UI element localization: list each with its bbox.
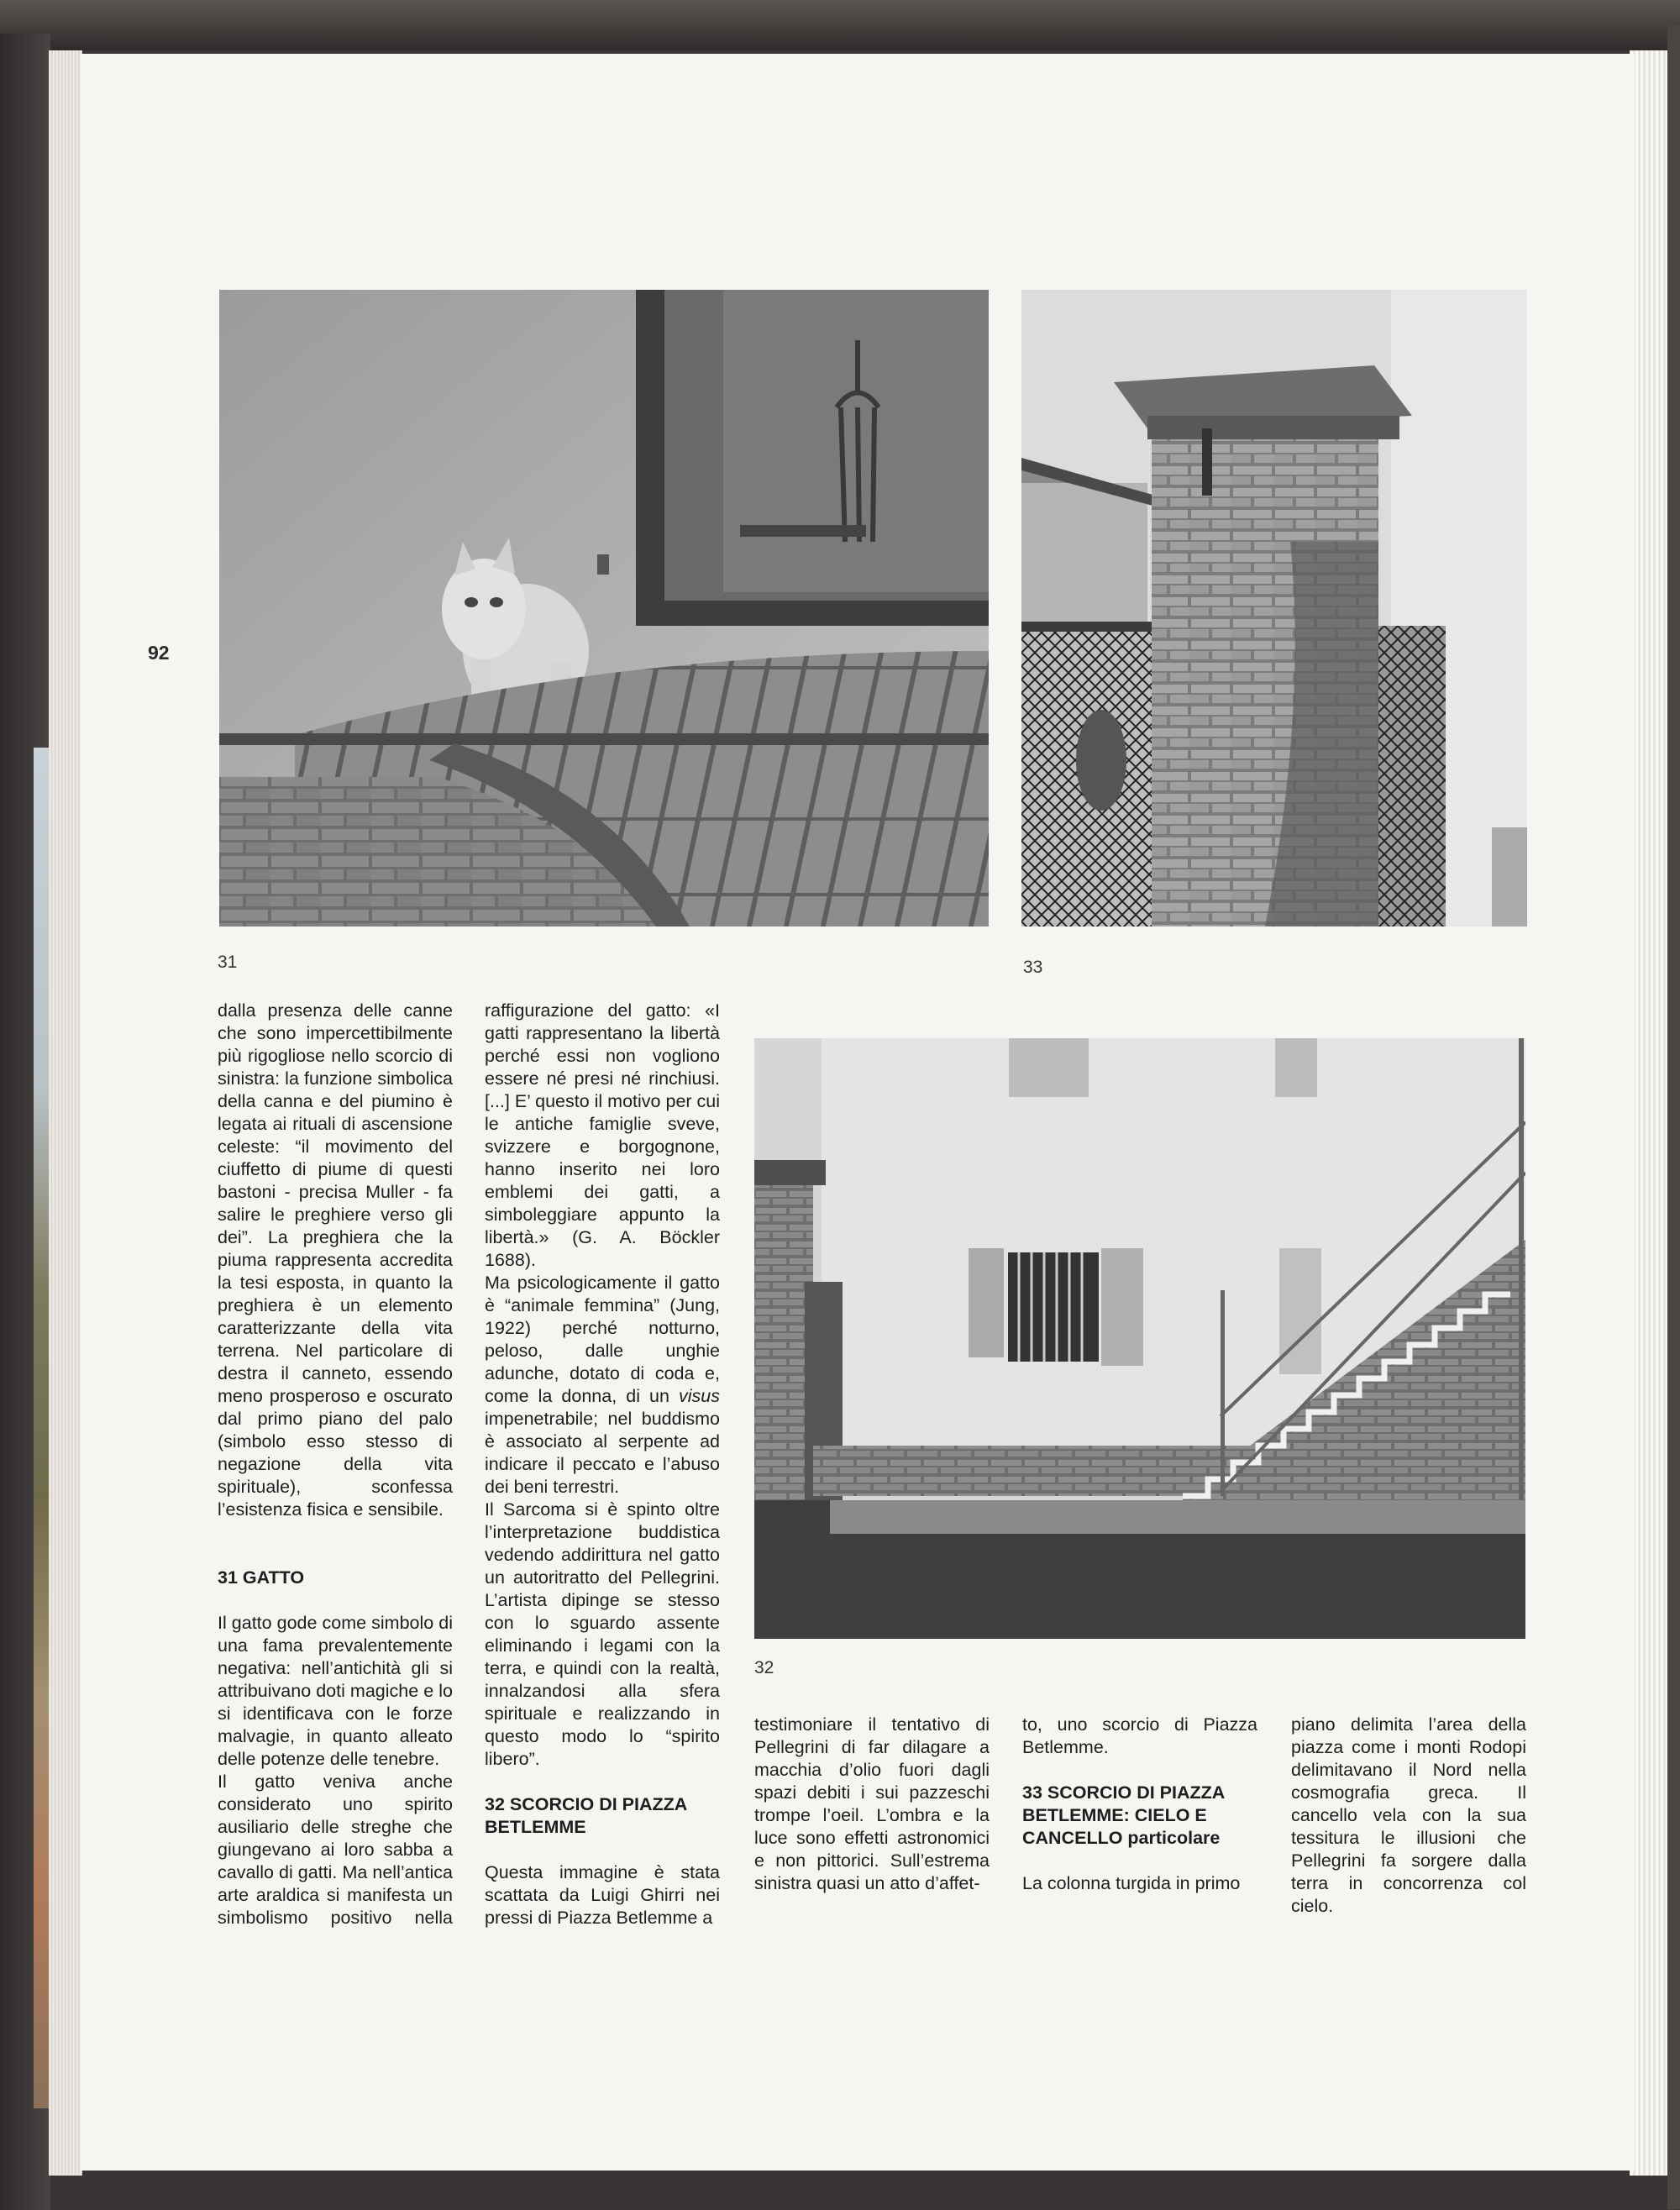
text-column-1 xyxy=(218,1000,453,1929)
figure-32-photo xyxy=(754,1038,1525,1639)
column-5-paragraph: piano delimita l’area della piazza come i monti Rodopi delimitavano il Nord nella cosmografia greca. Il cancello vela con la sua tessitura le illusioni che Pellegrini fa sorgere dalla terra in concorrenza col cielo. xyxy=(1291,1714,1526,1916)
column-2-paragraph: Il Sarcoma si è spinto oltre l’interpretazione buddistica vedendo addirittura nel gatto un autoritratto del Pellegrini. L’artista dipinge se stesso con lo sguardo assente eliminando i legami con la terra, e quindi con la realtà, innalzandosi alla sfera spirituale e realizzando in questo modo lo “spirito libero”. xyxy=(485,1499,720,1769)
page-stack-left xyxy=(49,50,82,2176)
column-1-paragraph: Il gatto gode come simbolo di una fama prevalentemente negativa: nell’antichità gli si attribuivano doti magiche e lo si identificava con le forze malvagie, in quanto alleato delle potenze delle tenebre. xyxy=(218,1613,453,1769)
column-2-text: Ma psicologicamente il gatto è “animale femmina” (Jung, 1922) perché notturno, peloso, dalle unghie adunche, dotato di coda e, come la donna, di un xyxy=(485,1273,720,1406)
book-cover-right xyxy=(1667,25,1680,2209)
section-heading-32: 32 SCORCIO DI PIAZZA BETLEMME xyxy=(485,1794,687,1837)
column-2-paragraph xyxy=(485,1272,720,1499)
page-number: 92 xyxy=(148,642,170,664)
cat-photo-illustration xyxy=(219,290,989,927)
column-3-paragraph: testimoniare il tentativo di Pellegrini di far dilagare a macchia d’olio fuori dagli spazi debiti i sui pazzeschi trompe l’oeil. L’ombra e la luce sono effetti astronomici e non pittorici. Sull’estrema sinistra quasi un atto d’affet- xyxy=(754,1714,990,1893)
column-2-paragraph: raffigurazione del gatto: «I gatti rappresentano la libertà perché essi non vogliono essere né presi né rinchiusi. [...] E’ questo il motivo per cui le antiche famiglie sveve, svizzere e borgognone, hanno inserito nei loro emblemi dei gatti, a simboleggiare appunto la libertà.» (G. A. Böckler 1688). xyxy=(485,1000,721,1270)
column-2-text: impenetrabile; nel buddismo è associato al serpente ad indicare il peccato e l’abuso dei beni terrestri. xyxy=(485,1409,720,1497)
figure-31-photo xyxy=(219,290,989,927)
figure-31-number: 31 xyxy=(218,953,238,972)
courtyard-photo-illustration xyxy=(754,1038,1525,1639)
figure-32-number: 32 xyxy=(754,1658,774,1677)
book-cover-top xyxy=(0,0,1680,50)
section-heading-33: 33 SCORCIO DI PIAZZA BETLEMME: CIELO E CANCELLO particolare xyxy=(1022,1782,1225,1848)
text-column-5 xyxy=(1291,1714,1526,1918)
column-2-paragraph: Questa immagine è stata scattata da Luigi Ghirri nei pressi di Piazza Betlemme a xyxy=(485,1862,720,1928)
text-column-4 xyxy=(1022,1714,1257,1895)
column-1-paragraph: Il gatto veniva anche considerato uno spirito ausiliario delle streghe che giungevano ai loro sabba a cavallo di gatti. Ma nell’antica arte araldica si manifesta un simbolismo positivo nella xyxy=(218,1772,453,1928)
column-4-paragraph: to, uno scorcio di Piazza Betlemme. xyxy=(1022,1714,1257,1757)
section-heading-31: 31 GATTO xyxy=(218,1567,305,1588)
figure-33-number: 33 xyxy=(1023,958,1043,977)
column-1-paragraph: dalla presenza delle canne che sono impercettibilmente più rigogliose nello scorcio di sinistra: la funzione simbolica della canna e del piumino è legata ai rituali di ascensione celeste: “il movimento del ciuffetto di piume di questi bastoni - precisa Muller - fa salire le preghiere verso gli dei”. La preghiera che la piuma rappresenta accredita la tesi esposta, in quanto la preghiera è un elemento caratterizzante della vita terrena. Nel particolare di destra il canneto, essendo meno prosperoso e oscurato dal primo piano del palo (simbolo esso stesso di negazione della vita spirituale), sconfessa l’esistenza fisica e sensibile. xyxy=(218,1000,453,1520)
text-column-3 xyxy=(754,1714,990,1895)
pillar-photo-illustration xyxy=(1021,290,1527,927)
figure-33-photo xyxy=(1021,290,1527,927)
text-column-2 xyxy=(485,1000,720,1929)
column-4-paragraph: La colonna turgida in primo xyxy=(1022,1873,1241,1893)
italic-word: visus xyxy=(679,1386,720,1406)
